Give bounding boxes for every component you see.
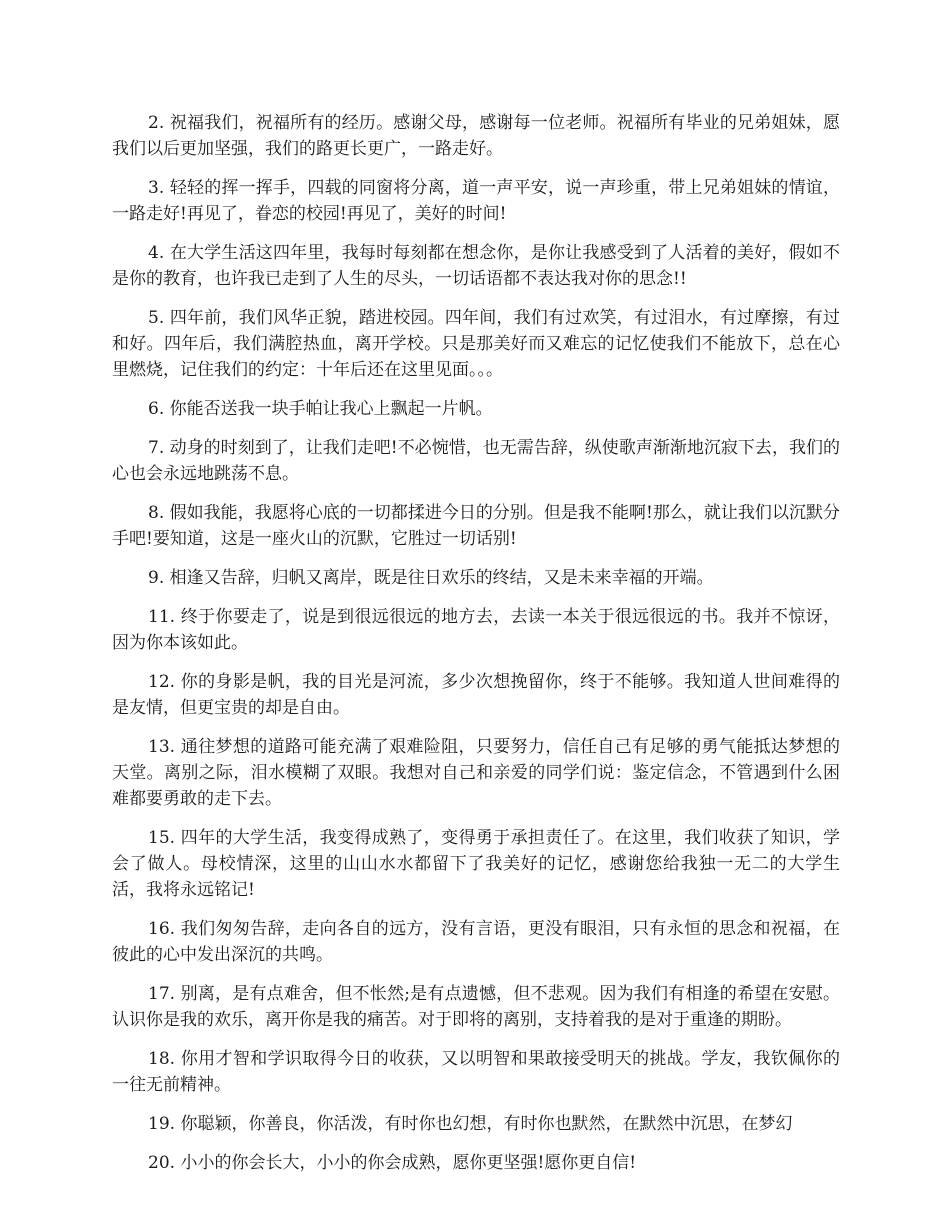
paragraph-7: 7. 动身的时刻到了，让我们走吧!不必惋惜，也无需告辞，纵使歌声渐渐地沉寂下去，我们的心也会永远地跳荡不息。 bbox=[112, 438, 840, 484]
paragraph-18: 18. 你用才智和学识取得今日的收获，又以明智和果敢接受明天的挑战。学友，我钦佩你的一往无前精神。 bbox=[112, 1049, 840, 1095]
paragraph-2: 2. 祝福我们，祝福所有的经历。感谢父母，感谢每一位老师。祝福所有毕业的兄弟姐妹，愿我们以后更加坚强，我们的路更长更广，一路走好。 bbox=[112, 113, 840, 159]
paragraph-5: 5. 四年前，我们风华正貌，踏进校园。四年间，我们有过欢笑，有过泪水，有过摩擦，有过和好。四年后，我们满腔热血，离开学校。只是那美好而又难忘的记忆使我们不能放下，总在心里燃烧，记住我们的约定：十年后还在这里见面。。。 bbox=[112, 308, 840, 380]
paragraph-15: 15. 四年的大学生活，我变得成熟了，变得勇于承担责任了。在这里，我们收获了知识，学会了做人。母校情深，这里的山山水水都留下了我美好的记忆，感谢您给我独一无二的大学生活，我将永远铭记! bbox=[112, 828, 840, 900]
paragraph-3: 3. 轻轻的挥一挥手，四载的同窗将分离，道一声平安，说一声珍重，带上兄弟姐妹的情谊，一路走好!再见了，眷恋的校园!再见了，美好的时间! bbox=[112, 178, 840, 224]
paragraph-13: 13. 通往梦想的道路可能充满了艰难险阻，只要努力，信任自己有足够的勇气能抵达梦想的天堂。离别之际，泪水模糊了双眼。我想对自己和亲爱的同学们说：鉴定信念，不管遇到什么困难都要勇敢的走下去。 bbox=[112, 737, 840, 809]
paragraph-12: 12. 你的身影是帆，我的目光是河流，多少次想挽留你，终于不能够。我知道人世间难得的是友情，但更宝贵的却是自由。 bbox=[112, 672, 840, 718]
paragraph-16: 16. 我们匆匆告辞，走向各自的远方，没有言语，更没有眼泪，只有永恒的思念和祝福，在彼此的心中发出深沉的共鸣。 bbox=[112, 919, 840, 965]
paragraph-20: 20. 小小的你会长大，小小的你会成熟，愿你更坚强!愿你更自信! bbox=[148, 1153, 637, 1173]
paragraph-9: 9. 相逢又告辞，归帆又离岸，既是往日欢乐的终结，又是未来幸福的开端。 bbox=[148, 568, 714, 588]
paragraph-4: 4. 在大学生活这四年里，我每时每刻都在想念你，是你让我感受到了人活着的美好，假如不是你的教育，也许我已走到了人生的尽头，一切话语都不表达我对你的思念!! bbox=[112, 243, 840, 289]
paragraph-8: 8. 假如我能，我愿将心底的一切都揉进今日的分别。但是我不能啊!那么，就让我们以沉默分手吧!要知道，这是一座火山的沉默，它胜过一切话别! bbox=[112, 503, 840, 549]
paragraph-11: 11. 终于你要走了，说是到很远很远的地方去，去读一本关于很远很远的书。我并不惊讶，因为你本该如此。 bbox=[112, 607, 840, 653]
paragraph-6: 6. 你能否送我一块手帕让我心上飘起一片帆。 bbox=[148, 399, 493, 419]
paragraph-17: 17. 别离，是有点难舍，但不怅然;是有点遗憾，但不悲观。因为我们有相逢的希望在安慰。认识你是我的欢乐，离开你是我的痛苦。对于即将的离别，支持着我的是对于重逢的期盼。 bbox=[112, 984, 840, 1030]
document-page bbox=[112, 110, 840, 1189]
paragraph-19: 19. 你聪颖，你善良，你活泼，有时你也幻想，有时你也默然，在默然中沉思，在梦幻 bbox=[148, 1114, 793, 1134]
